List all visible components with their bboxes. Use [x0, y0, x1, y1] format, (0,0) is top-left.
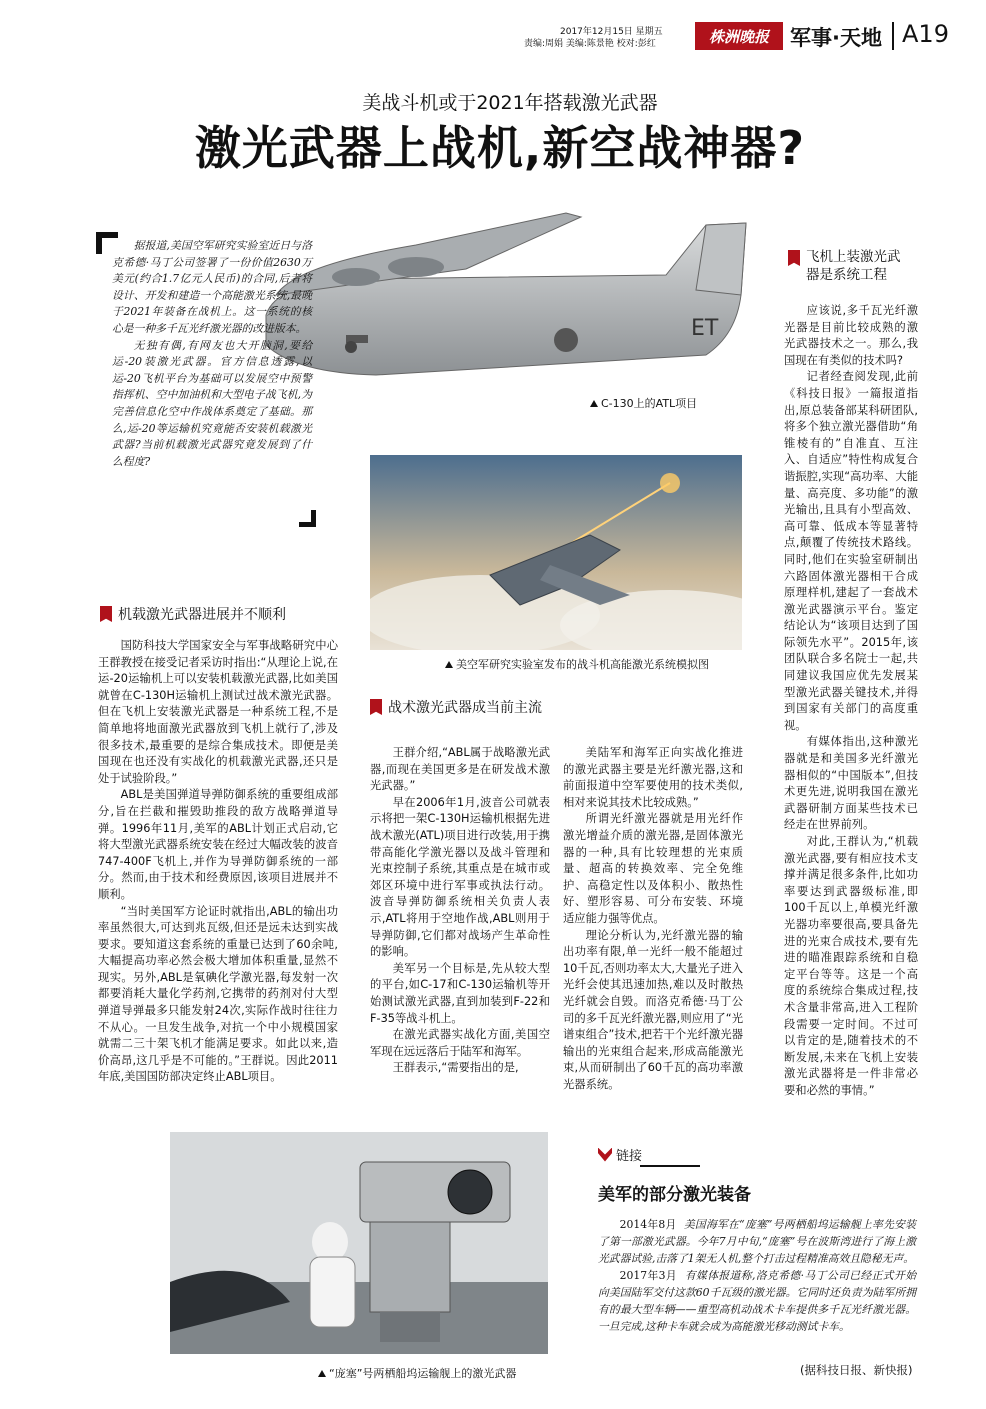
caption-triangle-icon — [445, 661, 453, 668]
link-item-date: 2017年3月 — [619, 1269, 678, 1282]
middle-heading-text: 战术激光武器成当前主流 — [388, 700, 542, 716]
fighter-photo — [370, 455, 742, 650]
right-column-text — [784, 303, 918, 1100]
left-column-text — [98, 638, 338, 1086]
right-section-heading — [788, 248, 901, 284]
photo1-caption — [590, 395, 697, 411]
middle-paragraph: 王群介绍,“ABL属于战略激光武器,而现在美国更多是在研发战术激光武器。” — [370, 746, 550, 793]
tail-code: ET — [691, 316, 719, 341]
section-flag-icon — [370, 699, 382, 715]
link-items — [598, 1216, 916, 1335]
intro-paragraph: 据报道,美国空军研究实验室近日与洛克希德·马丁公司签署了一份价值2630万美元(约合1.7亿元人民币)的合同,后者将设计、开发和建造一个高能激光系统,最晚于2021年装备在战机上。这一系统的核心是一种多千瓦光纤激光器的改进版本。 — [112, 239, 312, 335]
link-tag-text: 链接 — [616, 1149, 643, 1164]
photo2-caption — [445, 656, 709, 672]
right-paragraph: 对此,王群认为,“机载激光武器,要有相应技术支撑并满足很多条件,比如功率要达到武器级标准,即100千瓦以上,单模光纤激光器功率要很高,要具备先进的光束合成技术,要有先进的瞄准跟踪系统和自稳定平台等等。这是一个高度的系统综合集成过程,技术含量非常高,进入工程阶段需要一定时间。不过可以肯定的是,随着技术的不断发展,未来在飞机上安装激光武器将是一件非常必要和必然的事情。” — [784, 835, 918, 1097]
middle-column-1 — [370, 745, 550, 1077]
middle-column-2 — [563, 745, 743, 1093]
masthead-logo — [695, 22, 783, 50]
ship-laser-photo — [170, 1132, 548, 1354]
paper-name: 株洲晚报 — [708, 27, 769, 46]
middle-paragraph: 美军另一个目标是,先从较大型的平台,如C-17和C-130运输机等开始测试激光武器,直到加装到F-22和F-35等战斗机上。 — [370, 961, 550, 1025]
photo2-caption-text: 美空军研究实验室发布的战斗机高能激光系统模拟图 — [456, 658, 709, 671]
c130-photo — [236, 195, 786, 405]
masthead-date: 2017年12月15日 星期五 — [560, 27, 663, 37]
link-item-text: 有媒体报道称,洛克希德·马丁公司已经正式开始向美国陆军交付这款60千瓦级的激光器。它同时还负责为陆军所拥有的最大型车辆——重型高机动战术卡车提供多千瓦光纤激光器。一旦完成,这种卡车就会成为高能激光移动测试卡车。 — [598, 1269, 916, 1333]
right-paragraph: 应该说,多千瓦光纤激光器是目前比较成熟的激光武器技术之一。那么,我国现在有类似的技术吗? — [784, 304, 918, 367]
link-title: 美军的部分激光装备 — [598, 1185, 751, 1205]
left-heading-text: 机载激光武器进展并不顺利 — [118, 607, 286, 623]
link-rule — [640, 1165, 700, 1167]
page-number: A19 — [902, 20, 949, 48]
left-section-heading — [100, 604, 286, 624]
photo3-caption — [318, 1365, 516, 1381]
middle-paragraph: 早在2006年1月,波音公司就表示将把一架C-130H运输机根据先进战术激光(ATL)项目进行改装,用于携带高能化学激光器以及战斗管理和光束控制子系统,其重点是在城市或郊区环境中进行军事或执法行动。波音导弹防御系统相关负责人表示,ATL将用于空地作战,ABL则用于导弹防御,它们都对战场产生革命性的影响。 — [370, 795, 550, 959]
left-paragraph: 国防科技大学国家安全与军事战略研究中心王群教授在接受记者采访时指出:“从理论上说,在运-20运输机上可以安装机载激光武器,比如美国就曾在C-130H运输机上测试过战术激光武器。但在飞机上安装激光武器是一种系统工程,不是简单地将地面激光武器放到飞机上就行了,涉及很多技术,最重要的是综合集成技术。即便是美国现在也还没有实战化的机载激光武器,还只是处于试验阶段。” — [98, 639, 338, 785]
masthead — [520, 18, 970, 60]
photo1-caption-text: C-130上的ATL项目 — [601, 397, 698, 410]
fighter-laser-image — [370, 455, 742, 650]
middle-paragraph: 王群表示,“需要指出的是, — [392, 1061, 519, 1075]
middle-paragraph: 美陆军和海军正向实战化推进的激光武器主要是光纤激光器,这和前面报道中空军要使用的技术类似,相对来说其技术比较成熟。” — [563, 746, 743, 809]
link-item — [598, 1267, 916, 1335]
right-heading-line: 器是系统工程 — [806, 267, 887, 283]
photo3-caption-text: “庞塞”号两栖船坞运输舰上的激光武器 — [329, 1367, 517, 1380]
left-paragraph: “当时美国军方论证时就指出,ABL的输出功率虽然很大,可达到兆瓦级,但还是远未达到实战要求。要知道这套系统的重量已达到了60余吨,大幅提高功率必然会极大增加体积重量,显然不现实。另外,ABL是氧碘化学激光器,每发射一次都要消耗大量化学药剂,它携带的药剂对付大型弹道导弹最多只能发射24次,实际作战时往往力不从心。一旦发生战争,对抗一个中小规模国家就需二三十架飞机才能满足要求。如此以来,造价高昂,这几乎是不可能的。”王群说。因此2011年底,美国国防部决定终止ABL项目。 — [98, 904, 338, 1084]
link-tag — [598, 1145, 642, 1164]
ship-laser-image — [170, 1132, 548, 1354]
middle-paragraph: 理论分析认为,光纤激光器的输出功率有限,单一光纤一般不能超过10千瓦,否则功率太大,大量光子进入光纤会使其迅速加热,难以及时散热光纤就会自毁。而洛克希德·马丁公司的多千瓦光纤激光器,则应用了“光谱束组合”技术,把若干个光纤激光器输出的光束组合起来,形成高能激光束,从而研制出了60千瓦的高功率激光器系统。 — [563, 928, 743, 1091]
headline-kicker: 美战斗机或于2021年搭载激光武器 — [362, 92, 658, 114]
headline-title: 激光武器上战机,新空战神器? — [194, 121, 806, 175]
caption-triangle-icon — [590, 400, 598, 407]
link-chevron-icon — [598, 1148, 612, 1162]
caption-triangle-icon — [318, 1370, 326, 1377]
section-flag-icon — [788, 250, 800, 266]
link-item-date: 2014年8月 — [619, 1218, 677, 1231]
link-item-text: 美国海军在“庞塞”号两栖船坞运输舰上率先安装了第一部激光武器。今年7月中旬,“庞塞”号在波斯湾进行了海上激光武器试验,击落了1架无人机,整个打击过程精准高效且隐秘无声。 — [598, 1218, 916, 1265]
intro-text — [112, 238, 312, 470]
section-flag-icon — [100, 606, 112, 622]
right-paragraph: 记者经查阅发现,此前《科技日报》一篇报道指出,原总装备部某科研团队,将多个独立激光器借助“角锥棱有的”自准直、互注入、自适应”特性构成复合谐振腔,实现“高功率、大能量、高亮度、多功能”的激光输出,且具有小型高效、高可靠、低成本等显著特点,颠覆了传统技术路线。同时,他们在实验室研制出六路固体激光器相干合成原理样机,建起了一套战术激光武器演示平台。鉴定结论认为“该项目达到了国际领先水平”。2015年,该团队联合多名院士一起,共同建议我国应优先发展某型激光武器关键技术,并得到国家有关部门的高度重视。 — [784, 370, 918, 732]
middle-paragraph: 所谓光纤激光器就是用光纤作激光增益介质的激光器,是固体激光器的一种,具有比较理想的光束质量、超高的转换效率、完全免维护、高稳定性以及体积小、散热性好、塑形容易、可分布安装、环境适应能力强等优点。 — [563, 812, 743, 925]
middle-paragraph: 在激光武器实战化方面,美国空军现在远远落后于陆军和海军。 — [370, 1028, 550, 1058]
middle-section-heading — [370, 697, 542, 717]
right-paragraph: 有媒体指出,这种激光器就是和美国多光纤激光器相似的“中国版本”,但技术更先进,说明我国在激光武器研制方面某些技术已经走在世界前列。 — [784, 735, 918, 832]
link-item — [598, 1216, 916, 1267]
corner-bracket-bottom — [299, 510, 316, 527]
link-source: (据科技日报、新快报) — [800, 1363, 913, 1377]
intro-paragraph: 无独有偶,有网友也大开脑洞,要给运-20装激光武器。官方信息透露,以运-20飞机平台为基础可以发展空中预警指挥机、空中加油机和大型电子战飞机,为完善信息化空中作战体系奠定了基础。那么,运-20等运输机究竟能否安装机载激光武器?当前机载激光武器究竟发展到了什么程度? — [112, 338, 312, 468]
c130-aircraft-image — [236, 195, 786, 405]
masthead-editors: 责编:周娟 美编:陈景艳 校对:彭红 — [524, 39, 656, 49]
right-heading-line: 飞机上装激光武 — [806, 249, 901, 265]
left-paragraph: ABL是美国弹道导弹防御系统的重要组成部分,旨在拦截和摧毁助推段的敌方战略弹道导弹。1996年11月,美军的ABL计划正式启动,它将大型激光武器系统安装在经过大幅改装的波音747-400F飞机上,并作为导弹防御系统的一部分。然而,由于技术和经费原因,该项目进展并不顺利。 — [98, 788, 338, 901]
masthead-divider — [892, 22, 894, 50]
section-name: 军事·天地 — [790, 26, 882, 50]
